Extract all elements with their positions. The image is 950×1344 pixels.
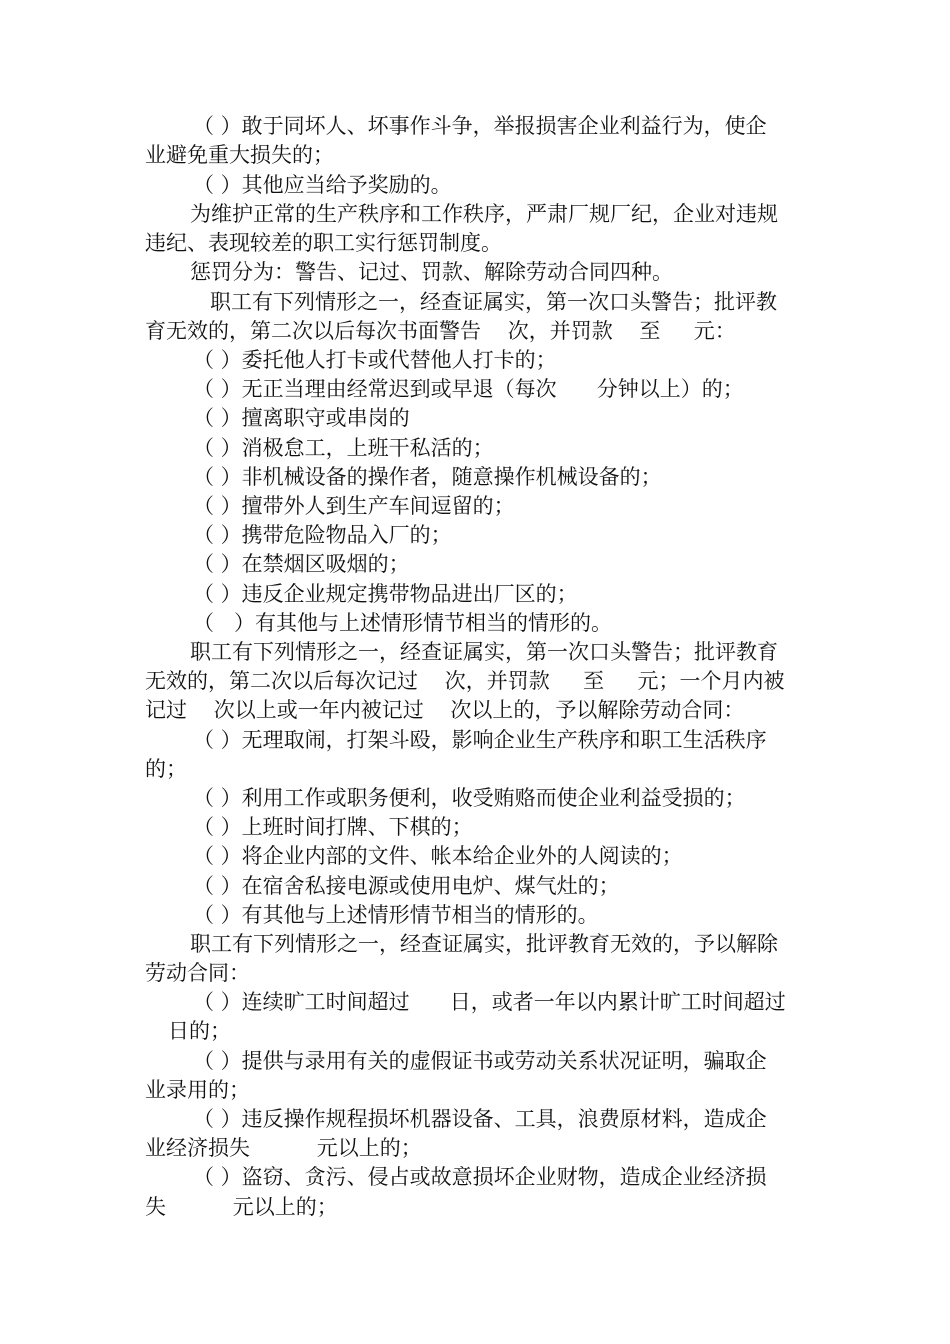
- text-line: （ ）消极怠工，上班干私活的；: [193, 436, 494, 460]
- text-line: 职工有下列情形之一，经查证属实，第一次口头警告；批评教育: [190, 640, 778, 664]
- text-line: （ ）敢于同坏人、坏事作斗争，举报损害企业利益行为，使企: [193, 114, 767, 138]
- text-line: （ ）其他应当给予奖励的。: [193, 173, 452, 197]
- text-line: （ ）携带危险物品入厂的；: [193, 523, 452, 547]
- text-line: （ ）有其他与上述情形情节相当的情形的。: [193, 903, 599, 927]
- text-line: （ ）违反操作规程损坏机器设备、工具，浪费原材料，造成企: [193, 1107, 767, 1131]
- text-line: （ ）非机械设备的操作者，随意操作机械设备的；: [193, 465, 662, 489]
- text-line: 的；: [145, 757, 187, 781]
- text-line: 育无效的，第二次以后每次书面警告 次，并罚款 至 元：: [145, 319, 736, 343]
- text-line: 劳动合同：: [145, 961, 250, 985]
- text-line: （ ）擅离职守或串岗的: [193, 406, 410, 430]
- text-line: 业经济损失 元以上的；: [145, 1136, 422, 1160]
- text-line: 为维护正常的生产秩序和工作秩序，严肃厂规厂纪，企业对违规: [190, 202, 778, 226]
- text-line: （ ）提供与录用有关的虚假证书或劳动关系状况证明，骗取企: [193, 1049, 767, 1073]
- text-line: 违纪、表现较差的职工实行惩罚制度。: [145, 231, 502, 255]
- text-line: （ ）有其他与上述情形情节相当的情形的。: [193, 611, 613, 635]
- text-line: （ ）利用工作或职务便利，收受贿赂而使企业利益受损的；: [193, 786, 746, 810]
- text-line: 业录用的；: [145, 1078, 250, 1102]
- text-line: （ ）连续旷工时间超过 日，或者一年以内累计旷工时间超过: [193, 990, 786, 1014]
- text-line: 记过 次以上或一年内被记过 次以上的，予以解除劳动合同：: [145, 698, 745, 722]
- text-line: （ ）违反企业规定携带物品进出厂区的；: [193, 582, 578, 606]
- text-line: （ ）盗窃、贪污、侵占或故意损坏企业财物，造成企业经济损: [193, 1165, 767, 1189]
- text-line: 业避免重大损失的；: [145, 143, 334, 167]
- text-line: 职工有下列情形之一，经查证属实，批评教育无效的，予以解除: [190, 932, 778, 956]
- text-line: （ ）在宿舍私接电源或使用电炉、煤气灶的；: [193, 874, 620, 898]
- text-line: （ ）无正当理由经常迟到或早退（每次 分钟以上）的；: [193, 377, 744, 401]
- text-line: （ ）在禁烟区吸烟的；: [193, 552, 410, 576]
- text-line: （ ）委托他人打卡或代替他人打卡的；: [193, 348, 557, 372]
- text-line: （ ）将企业内部的文件、帐本给企业外的人阅读的；: [193, 844, 683, 868]
- text-line: 职工有下列情形之一，经查证属实，第一次口头警告；批评教: [210, 290, 777, 314]
- text-line: 日的；: [168, 1019, 231, 1043]
- text-line: 惩罚分为：警告、记过、罚款、解除劳动合同四种。: [190, 260, 673, 284]
- text-line: 无效的，第二次以后每次记过 次，并罚款 至 元；一个月内被: [145, 669, 785, 693]
- text-line: （ ）擅带外人到生产车间逗留的；: [193, 494, 515, 518]
- text-line: （ ）上班时间打牌、下棋的；: [193, 815, 473, 839]
- text-line: 失 元以上的；: [145, 1195, 338, 1219]
- text-line: （ ）无理取闹，打架斗殴，影响企业生产秩序和职工生活秩序: [193, 728, 767, 752]
